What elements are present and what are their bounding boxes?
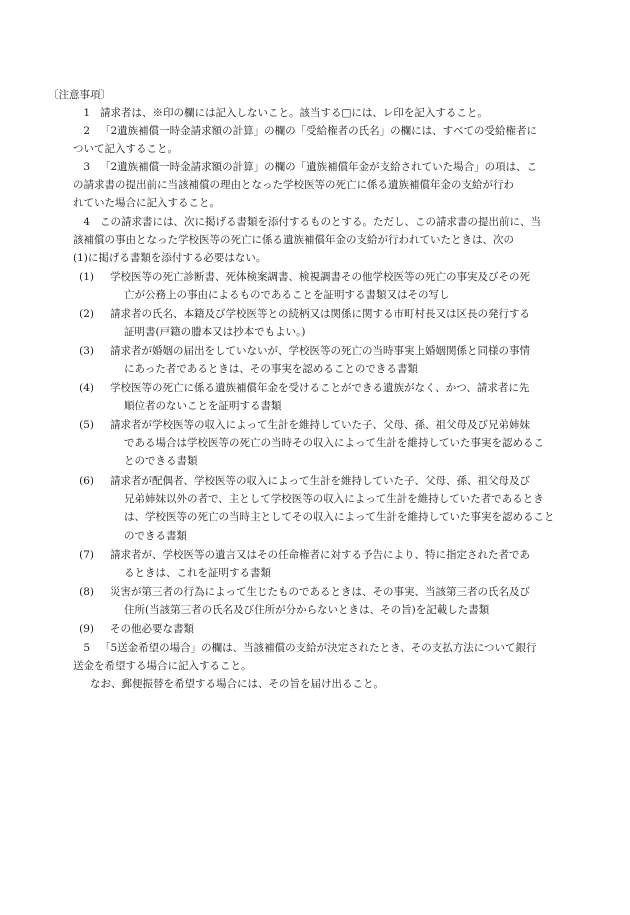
sub-item-7 bbox=[46, 546, 586, 582]
sub-item-number: (2) bbox=[79, 308, 94, 320]
sub-item-text: 請求者が、学校医等の遺言又はその任命権者に対する予告により、特に指定された者であ bbox=[110, 549, 530, 561]
note-item-2 bbox=[46, 122, 586, 158]
note-item-5 bbox=[46, 639, 586, 694]
sub-item-number: (8) bbox=[79, 586, 94, 598]
sub-item-text: その他必要な書類 bbox=[110, 623, 194, 635]
sub-item-text-continued: のできる書類 bbox=[124, 529, 187, 542]
note-item-4 bbox=[46, 213, 586, 268]
sub-item-text-continued: とのできる書類 bbox=[124, 455, 198, 468]
sub-item-3 bbox=[46, 342, 586, 378]
sub-item-text: 請求者が配偶者、学校医等の収入によって生計を維持していた子、父母、孫、祖父母及び bbox=[110, 475, 530, 487]
sub-item-text-continued: は、学校医等の死亡の当時主としてその収入によって生計を維持していた事実を認めること bbox=[124, 511, 555, 524]
item-text-continued: 送金を希望する場合に記入すること。 bbox=[73, 660, 252, 673]
note-item-1 bbox=[46, 104, 586, 122]
sub-item-text-continued: 兄弟姉妹以外の者で、主として学校医等の収入によって生計を維持していた者であるとき bbox=[124, 493, 544, 506]
sub-item-text: 請求者の氏名、本籍及び学校医等との続柄又は関係に関する市町村長又は区長の発行する bbox=[110, 308, 530, 320]
sub-item-number: (5) bbox=[79, 419, 94, 431]
item-text: 「2遺族補償一時金請求額の計算」の欄の「受給権者の氏名」の欄には、すべての受給権者に bbox=[100, 125, 537, 137]
sub-item-text: 学校医等の死亡診断書、死体検案調書、検視調書その他学校医等の死亡の事実及びその死 bbox=[110, 271, 530, 283]
item-text: 「2遺族補償一時金請求額の計算」の欄の「遺族補償年金が支給されていた場合」の項は、こ bbox=[100, 161, 538, 173]
notes-heading: 〔注意事項〕 bbox=[48, 89, 111, 101]
sub-item-1 bbox=[46, 268, 586, 304]
sub-item-number: (1) bbox=[79, 271, 94, 283]
item-text: 「5送金希望の場合」の欄は、当該補償の支給が決定されたとき、その支払方法について銀行 bbox=[100, 642, 537, 654]
item-text-continued: れていた場合に記入すること。 bbox=[73, 197, 220, 210]
sub-item-text: 請求者が婚姻の届出をしていないが、学校医等の死亡の当時事実上婚姻関係と同様の事情 bbox=[110, 345, 530, 357]
sub-item-text-continued: にあった者であるときは、その事実を認めることのできる書類 bbox=[124, 363, 418, 376]
sub-item-5 bbox=[46, 416, 586, 471]
item-number: 2 bbox=[83, 125, 90, 137]
sub-item-number: (7) bbox=[79, 549, 94, 561]
sub-item-text: 学校医等の死亡に係る遺族補償年金を受けることができる遺族がなく、かつ、請求者に先 bbox=[110, 382, 530, 394]
item-text-continued: の請求書の提出前に当該補償の理由となった学校医等の死亡に係る遺族補償年金の支給が行わ bbox=[73, 179, 514, 192]
sub-item-text-continued: 亡が公務上の事由によるものであることを証明する書類又はその写し bbox=[124, 289, 450, 302]
sub-item-8 bbox=[46, 583, 586, 619]
sub-item-number: (6) bbox=[79, 475, 94, 487]
sub-item-text: 災害が第三者の行為によって生じたものであるときは、その事実、当該第三者の氏名及び bbox=[110, 586, 530, 598]
sub-item-number: (3) bbox=[79, 345, 94, 357]
sub-item-4 bbox=[46, 379, 586, 415]
item-note: なお、郵便振替を希望する場合には、その旨を届け出ること。 bbox=[90, 678, 384, 691]
item-text-continued: (1)に掲げる書類を添付する必要はない。 bbox=[73, 252, 267, 265]
sub-item-text-continued: である場合は学校医等の死亡の当時その収入によって生計を維持していた事実を認めるこ bbox=[124, 437, 544, 450]
item-number: 1 bbox=[83, 107, 90, 119]
sub-item-9 bbox=[46, 620, 586, 638]
sub-item-2 bbox=[46, 305, 586, 341]
sub-item-text-continued: 証明書(戸籍の謄本又は抄本でもよい。) bbox=[124, 326, 306, 339]
item-number: 4 bbox=[83, 216, 90, 228]
item-text: この請求書には、次に掲げる書類を添付するものとする。ただし、この請求書の提出前に、当 bbox=[100, 216, 541, 228]
sub-item-6 bbox=[46, 472, 586, 545]
item-number: 3 bbox=[83, 161, 90, 173]
sub-item-number: (4) bbox=[79, 382, 94, 394]
note-item-3 bbox=[46, 158, 586, 213]
item-number: 5 bbox=[83, 642, 90, 654]
item-text: 請求者は、※印の欄には記入しないこと。該当する□には、レ印を記入すること。 bbox=[100, 107, 488, 119]
sub-item-text-continued: 順位者のないことを証明する書類 bbox=[124, 400, 282, 413]
sub-item-text-continued: 住所(当該第三者の氏名及び住所が分からないときは、その旨)を記載した書類 bbox=[124, 604, 490, 617]
item-text-continued: ついて記入すること。 bbox=[73, 143, 178, 156]
sub-item-text-continued: るときは、これを証明する書類 bbox=[124, 567, 271, 580]
sub-item-number: (9) bbox=[79, 623, 94, 635]
item-text-continued: 該補償の事由となった学校医等の死亡に係る遺族補償年金の支給が行われていたときは、次の bbox=[73, 234, 514, 247]
sub-item-text: 請求者が学校医等の収入によって生計を維持していた子、父母、孫、祖父母及び兄弟姉妹 bbox=[110, 419, 530, 431]
